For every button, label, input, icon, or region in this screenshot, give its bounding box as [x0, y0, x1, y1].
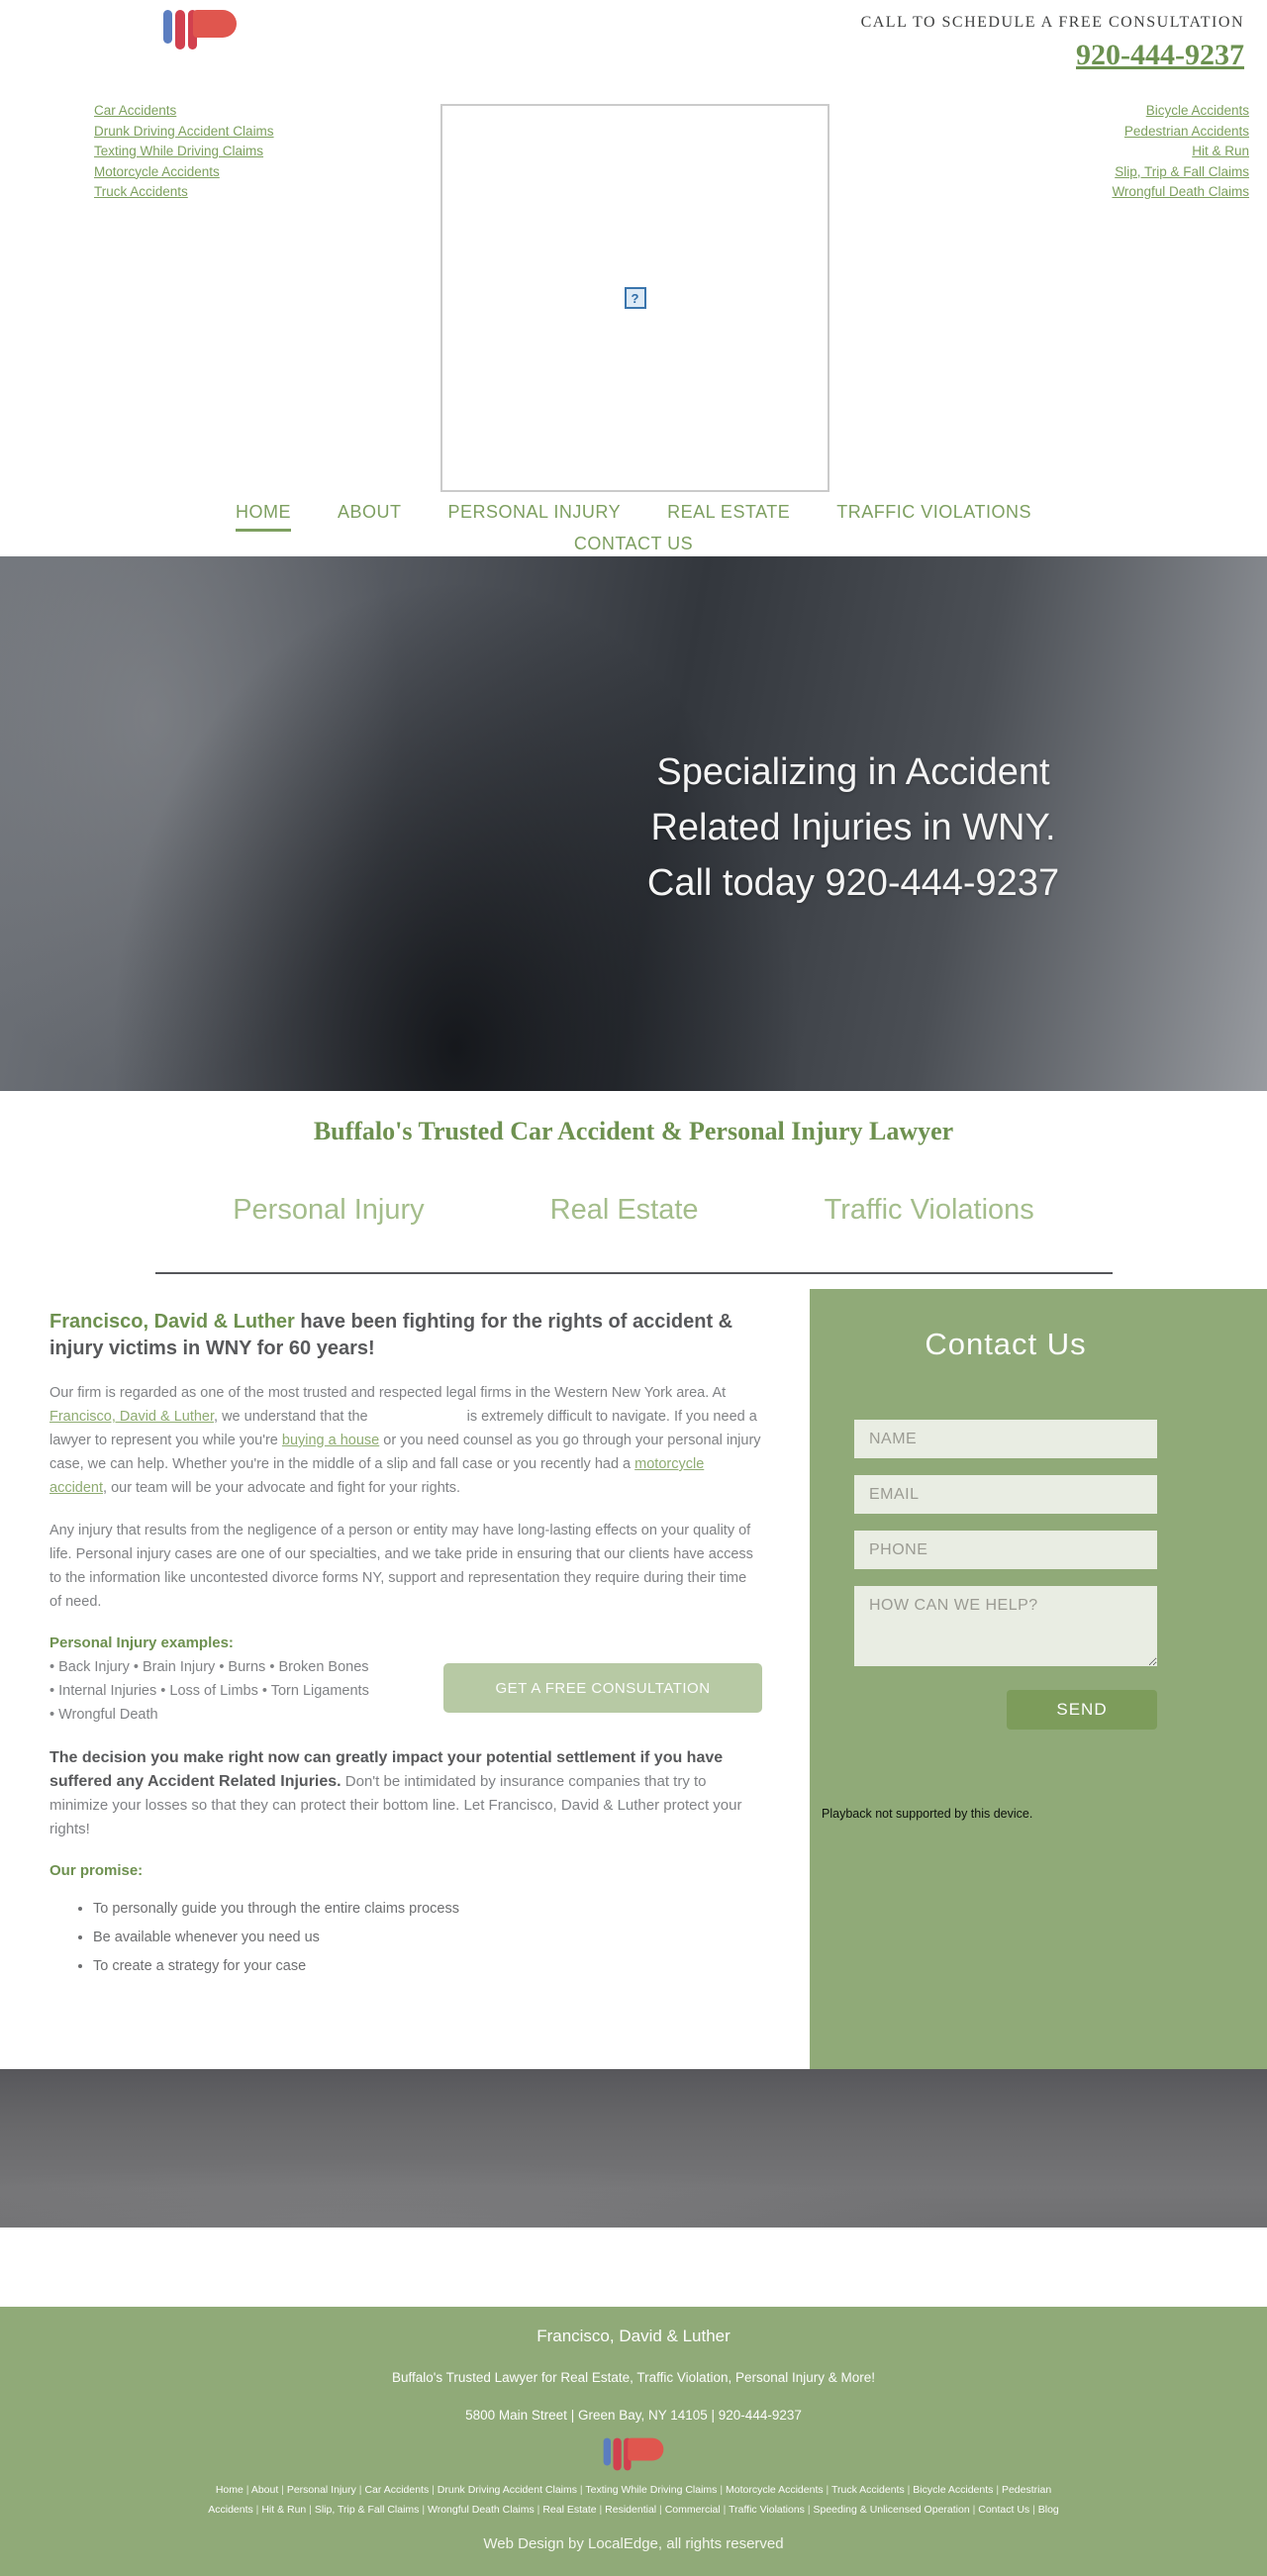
service-link[interactable]: Personal Injury — [233, 1194, 425, 1226]
footer-link[interactable]: Traffic Violations — [729, 2504, 805, 2516]
list-item — [244, 2484, 278, 2496]
buying-a-house-link[interactable]: buying a house — [281, 1433, 380, 1448]
accident-links-right — [1112, 101, 1249, 203]
accident-type-link[interactable]: Motorcycle Accidents — [94, 163, 220, 179]
nav-item[interactable]: TRAFFIC VIOLATIONS — [836, 502, 1031, 522]
list-item — [824, 2484, 905, 2496]
firm-name-link[interactable]: Francisco, David & Luther — [49, 1409, 215, 1425]
header-phone-link[interactable]: 920-444-9237 — [1076, 39, 1244, 71]
logo-bar-red-1 — [614, 2438, 622, 2471]
accident-type-link[interactable]: Truck Accidents — [94, 184, 188, 199]
firm-name-highlight: Francisco, David & Luther — [49, 1311, 295, 1333]
list-item — [1112, 182, 1249, 203]
intro-section — [0, 1091, 1267, 1289]
paragraph-text: Our firm is regarded as one of the most trusted and respected legal firms in the Western New York area. At — [49, 1385, 727, 1401]
intro-divider — [155, 1272, 1113, 1274]
examples-line: • Back Injury • Brain Injury • Burns • Broken Bones — [49, 1659, 369, 1675]
motorcycle-accident-link[interactable]: motorcycle accident — [49, 1456, 705, 1496]
promise-list — [49, 1895, 762, 1981]
list-item — [278, 2484, 356, 2496]
footer-link[interactable]: Truck Accidents — [830, 2484, 905, 2496]
examples-list — [49, 1655, 443, 1727]
footer-link[interactable]: Speeding & Unlicensed Operation — [813, 2504, 970, 2516]
paragraph-text: is extremely difficult to navigate. If you need a lawyer to represent you while you're — [49, 1409, 757, 1448]
examples-line: • Wrongful Death — [49, 1707, 158, 1723]
accident-links-left — [94, 101, 274, 203]
contact-form — [854, 1420, 1157, 1730]
nav-item[interactable]: PERSONAL INJURY — [447, 502, 622, 522]
footer-links — [208, 2480, 1059, 2520]
list-item — [805, 2504, 970, 2516]
footer-link[interactable]: Residential — [605, 2504, 657, 2516]
footer-link[interactable]: Bicycle Accidents — [913, 2484, 994, 2496]
main-content — [0, 1289, 1267, 2069]
list-item — [94, 182, 274, 203]
accident-type-link[interactable]: Texting While Driving Claims — [94, 144, 264, 158]
name-input[interactable] — [854, 1420, 1157, 1458]
list-item — [1112, 162, 1249, 183]
header-media-placeholder — [440, 104, 829, 492]
hero-banner — [0, 556, 1267, 1091]
phone-input[interactable] — [854, 1531, 1157, 1569]
list-item — [970, 2504, 1030, 2516]
send-button[interactable]: SEND — [1007, 1690, 1157, 1730]
footer-tagline: Buffalo's Trusted Lawyer for Real Estate, Traffic Violation, Personal Injury & More! — [391, 2370, 876, 2385]
services-row — [0, 1194, 1267, 1227]
service-link[interactable]: Real Estate — [549, 1194, 699, 1226]
list-item — [721, 2504, 805, 2516]
paragraph-text: , we understand that the — [214, 1409, 372, 1425]
list-item — [717, 2484, 823, 2496]
list-item — [1112, 101, 1249, 122]
contact-sidebar — [810, 1289, 1267, 2069]
footer-link[interactable]: Contact Us — [978, 2504, 1030, 2516]
examples-label: Personal Injury examples: — [49, 1635, 234, 1651]
footer-link[interactable]: Commercial — [664, 2504, 721, 2516]
main-nav — [0, 495, 1267, 556]
nav-item[interactable]: HOME — [236, 502, 291, 532]
footer-link[interactable]: Texting While Driving Claims — [585, 2484, 718, 2496]
spacer — [0, 2228, 1267, 2307]
list-item — [597, 2504, 657, 2516]
footer-link[interactable]: Drunk Driving Accident Claims — [437, 2484, 577, 2496]
accident-type-link[interactable]: Wrongful Death Claims — [1112, 184, 1249, 199]
nav-item-contact-us[interactable]: CONTACT US — [573, 534, 694, 553]
list-item — [419, 2504, 534, 2516]
broken-image-icon: ? — [625, 287, 646, 309]
service-link[interactable]: Traffic Violations — [824, 1194, 1034, 1226]
footer-link[interactable]: About — [250, 2484, 279, 2496]
footer-address: 5800 Main Street | Green Bay, NY 14105 | 920-444-9237 — [465, 2408, 802, 2423]
promise-item: • Be available whenever you need us — [93, 1924, 762, 1952]
accident-type-link[interactable]: Pedestrian Accidents — [1123, 123, 1249, 139]
site-header — [0, 0, 1267, 495]
decision-bold-text: The decision you make right now can greatly impact your potential settlement if you have suffered any Accident Related Injuries. — [49, 1749, 724, 1790]
footer-link[interactable]: Slip, Trip & Fall Claims — [314, 2504, 420, 2516]
intro-paragraph — [49, 1381, 762, 1500]
logo-bar-red-1 — [175, 10, 185, 50]
footer-link[interactable]: Wrongful Death Claims — [428, 2504, 535, 2516]
list-item — [1112, 122, 1249, 143]
firm-logo[interactable] — [163, 10, 237, 50]
list-item — [1029, 2504, 1059, 2516]
list-item — [253, 2504, 307, 2516]
road-photo-strip — [0, 2069, 1267, 2228]
hero-headline — [556, 744, 1150, 911]
paragraph-text: , our team will be your advocate and fight for your rights. — [103, 1480, 461, 1496]
site-footer — [0, 2307, 1267, 2576]
promise-label: Our promise: — [49, 1862, 144, 1879]
list-item — [577, 2484, 717, 2496]
message-textarea[interactable] — [854, 1586, 1157, 1666]
logo-bar-blue — [163, 10, 172, 44]
footer-link[interactable]: Personal Injury — [286, 2484, 356, 2496]
footer-link[interactable]: Blog — [1037, 2504, 1059, 2516]
promise-item: • To create a strategy for your case — [93, 1952, 762, 1981]
list-item — [94, 142, 274, 162]
logo-bar-blue — [604, 2438, 611, 2466]
list-item — [656, 2504, 721, 2516]
footer-credit: Web Design by LocalEdge, all rights reserved — [483, 2535, 784, 2552]
accident-type-link[interactable]: Hit & Run — [1192, 144, 1249, 158]
list-item — [1112, 142, 1249, 162]
list-item — [356, 2484, 429, 2496]
heading-rest: have been fighting for the rights of accident & injury victims in WNY for 60 years! — [49, 1311, 733, 1359]
examples-line: • Internal Injuries • Loss of Limbs • Torn Ligaments — [49, 1683, 369, 1699]
examples-row — [49, 1655, 762, 1727]
footer-link[interactable]: Real Estate — [542, 2504, 597, 2516]
list-item — [905, 2484, 994, 2496]
article-column — [0, 1289, 810, 2069]
list-item — [429, 2484, 577, 2496]
list-item — [94, 162, 274, 183]
negligence-paragraph: Any injury that results from the negligence of a person or entity may have long-lasting effects on your quality of life. Personal injury cases are one of our specialties, and we take pride in ensuring that our clients have access to the information like uncontested divorce forms NY, support and representation they require during their time of need. — [49, 1523, 753, 1610]
footer-firm-name: Francisco, David & Luther — [536, 2327, 731, 2345]
decision-paragraph — [49, 1746, 762, 1841]
nav-item[interactable]: REAL ESTATE — [667, 502, 791, 522]
paragraph-text: or you need counsel as you go through your personal injury case, we can help. Whether you're in the middle of a slip and fall case or you recently had a — [49, 1433, 761, 1472]
nav-item[interactable]: ABOUT — [338, 502, 402, 522]
nav-row-primary — [0, 502, 1267, 532]
call-block — [861, 14, 1244, 72]
contact-title: Contact Us — [925, 1327, 1087, 1361]
accident-type-link[interactable]: Drunk Driving Accident Claims — [94, 123, 274, 139]
call-to-schedule-label: CALL TO SCHEDULE A FREE CONSULTATION — [860, 14, 1244, 31]
list-item — [306, 2504, 419, 2516]
contact-form-wrapper — [822, 1327, 1157, 1821]
hero-line-3: Call today 920-444-9237 — [646, 862, 1060, 904]
footer-link[interactable]: Car Accidents — [364, 2484, 430, 2496]
page-title: Buffalo's Trusted Car Accident & Personal Injury Lawyer — [313, 1117, 954, 1145]
playback-warning: Playback not supported by this device. — [822, 1807, 1033, 1821]
accident-type-link[interactable]: Slip, Trip & Fall Claims — [1115, 163, 1249, 179]
logo-tab-red — [193, 10, 237, 38]
list-item — [216, 2484, 244, 2496]
list-item — [94, 122, 274, 143]
hero-line-1: Specializing in Accident — [656, 751, 1050, 793]
hero-line-2: Related Injuries in WNY. — [650, 807, 1056, 848]
logo-tab-red — [628, 2438, 663, 2461]
list-item — [535, 2504, 597, 2516]
decision-rest-text: Don't be intimidated by insurance companies that try to minimize your losses so that they can protect their bottom line. Let Francisco, David & Luther protect your rights! — [49, 1773, 742, 1837]
promise-item: • To personally guide you through the entire claims process — [93, 1895, 762, 1924]
email-input[interactable] — [854, 1475, 1157, 1514]
accident-type-link[interactable]: Bicycle Accidents — [1145, 103, 1249, 118]
footer-link[interactable]: Pedestrian Accidents — [208, 2484, 1052, 2516]
article-heading — [49, 1309, 762, 1362]
footer-link[interactable]: Hit & Run — [261, 2504, 307, 2516]
accident-type-link[interactable]: Car Accidents — [94, 103, 177, 118]
free-consultation-button[interactable]: GET A FREE CONSULTATION — [443, 1663, 762, 1713]
list-item — [94, 101, 274, 122]
footer-link[interactable]: Home — [215, 2484, 244, 2496]
footer-logo — [604, 2438, 664, 2471]
footer-link[interactable]: Motorcycle Accidents — [725, 2484, 824, 2496]
